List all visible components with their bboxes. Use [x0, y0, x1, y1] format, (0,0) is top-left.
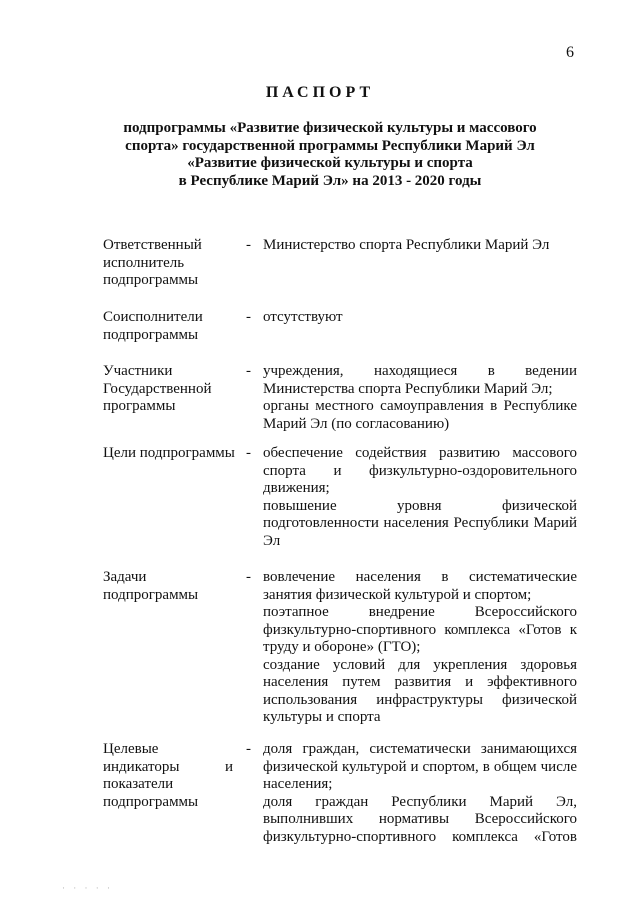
row-paragraph: доля граждан Республики Марий Эл, выполнивших нормативы Всероссийского физкультурно-спортивного комплекса «Готов — [263, 793, 577, 845]
subtitle-line: спорта» государственной программы Республики Марий Эл — [125, 137, 535, 154]
row-paragraph: вовлечение населения в систематические занятия физической культурой и спортом; — [263, 569, 577, 603]
scan-noise: · · · · · — [62, 883, 113, 893]
row-value — [263, 363, 577, 433]
row-value — [263, 309, 577, 327]
row-value — [263, 741, 577, 846]
row-dash: - — [246, 741, 251, 757]
subtitle-line: подпрограммы «Развитие физической культуры и массового — [123, 120, 537, 136]
row-paragraph: органы местного самоуправления в Республике Марий Эл (по согласованию) — [263, 398, 577, 432]
subtitle-line: «Развитие физической культуры и спорта — [187, 155, 473, 171]
row-paragraph: доля граждан, систематически занимающихся физической культурой и спортом, в общем числе населения; — [263, 741, 577, 792]
page-number: 6 — [566, 44, 574, 61]
row-label: Участники Государственной программы — [103, 363, 212, 414]
row-value — [263, 569, 577, 727]
row-dash: - — [246, 309, 251, 325]
row-label: Ответственный исполнитель подпрограммы — [103, 237, 202, 288]
row-label: Целевые индикаторы и показатели подпрограммы — [103, 741, 233, 810]
row-dash: - — [246, 363, 251, 379]
row-label: Соисполнители подпрограммы — [103, 309, 203, 343]
row-paragraph: отсутствуют — [263, 309, 343, 325]
row-label: Задачи подпрограммы — [103, 569, 199, 603]
row-dash: - — [246, 569, 251, 585]
row-paragraph: создание условий для укрепления здоровья населения путем развития и эффективного использования инфраструктуры физической культуры и спорта — [263, 656, 577, 725]
row-paragraph: Министерство спорта Республики Марий Эл — [263, 237, 550, 253]
row-paragraph: повышение уровня физической подготовленности населения Республики Марий Эл — [263, 497, 577, 549]
row-value — [263, 237, 577, 255]
row-dash: - — [246, 237, 251, 253]
row-label: Цели подпрограммы — [103, 445, 235, 461]
document-subtitle — [80, 120, 580, 190]
row-value — [263, 445, 577, 550]
row-paragraph: обеспечение содействия развитию массового спорта и физкультурно-оздоровительного движения; — [263, 445, 577, 496]
subtitle-line: в Республике Марий Эл» на 2013 - 2020 годы — [178, 172, 482, 189]
document-title: ПАСПОРТ — [265, 84, 375, 101]
row-dash: - — [246, 445, 251, 461]
row-paragraph: учреждения, находящиеся в ведении Министерства спорта Республики Марий Эл; — [263, 363, 577, 397]
row-paragraph: поэтапное внедрение Всероссийского физкультурно-спортивного комплекса «Готов к труду и обороне» (ГТО); — [263, 604, 577, 655]
